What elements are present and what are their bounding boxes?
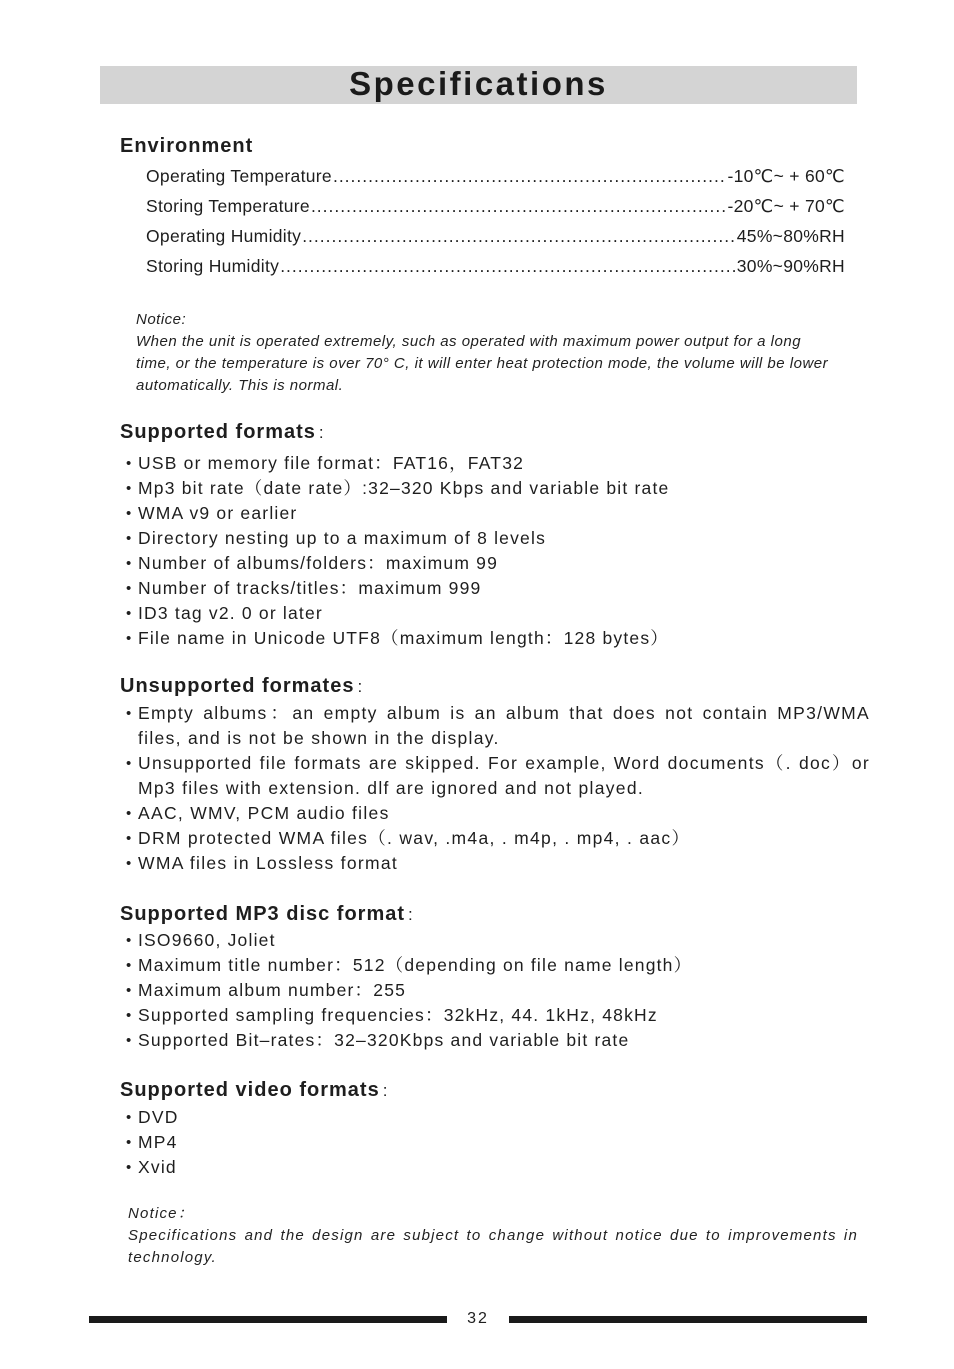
dot-leader [333, 166, 727, 187]
heading-colon: : [318, 423, 325, 442]
title-bar [100, 66, 857, 104]
heading-colon: : [357, 677, 364, 696]
list-item: • Number of tracks/titles：maximum 999 [126, 576, 669, 601]
notice-label: Notice: [136, 311, 187, 328]
env-label: Operating Temperature [146, 166, 332, 186]
env-label: Operating Humidity [146, 226, 302, 246]
list-item: • Maximum title number：512（depending on file name length） [126, 953, 692, 978]
heading-colon: : [382, 1081, 389, 1100]
list-item: • WMA files in Lossless format [126, 851, 870, 876]
supported-formats-heading [120, 421, 325, 444]
unsupported-formats-list [126, 701, 870, 876]
env-row-operating-temperature [146, 166, 845, 187]
unsupported-formats-heading [120, 675, 363, 698]
env-label: Storing Temperature [146, 196, 310, 216]
list-item: • Supported Bit–rates：32–320Kbps and variable bit rate [126, 1028, 692, 1053]
notice-specifications [128, 1203, 858, 1269]
environment-heading-text: Environment [120, 135, 254, 157]
list-item: • Number of albums/folders：maximum 99 [126, 551, 669, 576]
heading-colon: : [408, 905, 414, 924]
env-row-storing-temperature [146, 196, 845, 217]
notice-text: Specifications and the design are subject to change without notice due to improvements in technology. [128, 1227, 858, 1266]
mp3-disc-format-heading-text: Supported MP3 disc format [120, 903, 406, 925]
mp3-disc-format-heading [120, 903, 414, 926]
dot-leader [302, 226, 736, 247]
video-formats-heading-text: Supported video formats [120, 1079, 380, 1101]
env-row-storing-humidity [146, 256, 845, 277]
page-number: 32 [467, 1310, 489, 1327]
notice-text: When the unit is operated extremely, such as operated with maximum power output for a long time, or the temperature is over 70° C, it will enter heat protection mode, the volume will be lower automatically. This is normal. [136, 333, 829, 394]
list-item: • WMA v9 or earlier [126, 501, 669, 526]
list-item: • USB or memory file format：FAT16，FAT32 [126, 451, 669, 476]
supported-formats-list [126, 451, 669, 651]
list-item: • Directory nesting up to a maximum of 8 levels [126, 526, 669, 551]
env-value: 45%~80%RH [736, 226, 845, 246]
mp3-disc-format-list [126, 928, 692, 1053]
notice-label: Notice： [128, 1205, 194, 1222]
video-formats-heading [120, 1079, 388, 1102]
page-title: Specifications [349, 65, 608, 102]
list-item: • Mp3 bit rate（date rate）:32–320 Kbps and variable bit rate [126, 476, 669, 501]
list-item: • Empty albums：an empty album is an album that does not contain MP3/WMA files, and is not be shown in the display. [126, 701, 870, 751]
list-item: • File name in Unicode UTF8（maximum length：128 bytes） [126, 626, 669, 651]
footer-rule-left [89, 1316, 447, 1323]
list-item: • DVD [126, 1105, 179, 1130]
supported-formats-heading-text: Supported formats [120, 421, 316, 443]
env-row-operating-humidity [146, 226, 845, 247]
list-item: • Supported sampling frequencies：32kHz, 44. 1kHz, 48kHz [126, 1003, 692, 1028]
list-item: • DRM protected WMA files（. wav, .m4a, . m4p, . mp4, . aac） [126, 826, 870, 851]
env-value: 30%~90%RH [736, 256, 845, 276]
list-item: • Xvid [126, 1155, 179, 1180]
list-item: • MP4 [126, 1130, 179, 1155]
unsupported-formats-heading-text: Unsupported formates [120, 675, 355, 697]
env-value: -10℃~ + 60℃ [727, 166, 845, 186]
list-item: • AAC, WMV, PCM audio files [126, 801, 870, 826]
notice-environment [136, 309, 836, 397]
environment-heading [120, 135, 253, 158]
list-item: • Maximum album number：255 [126, 978, 692, 1003]
list-item: • ISO9660, Joliet [126, 928, 692, 953]
video-formats-list [126, 1105, 179, 1180]
dot-leader [311, 196, 727, 217]
list-item: • Unsupported file formats are skipped. For example, Word documents（. doc）or Mp3 files with extension. dlf are ignored and not played. [126, 751, 870, 801]
env-value: -20℃~ + 70℃ [727, 196, 845, 216]
env-label: Storing Humidity [146, 256, 280, 276]
dot-leader [280, 256, 736, 277]
list-item: • ID3 tag v2. 0 or later [126, 601, 669, 626]
footer-rule-right [509, 1316, 867, 1323]
